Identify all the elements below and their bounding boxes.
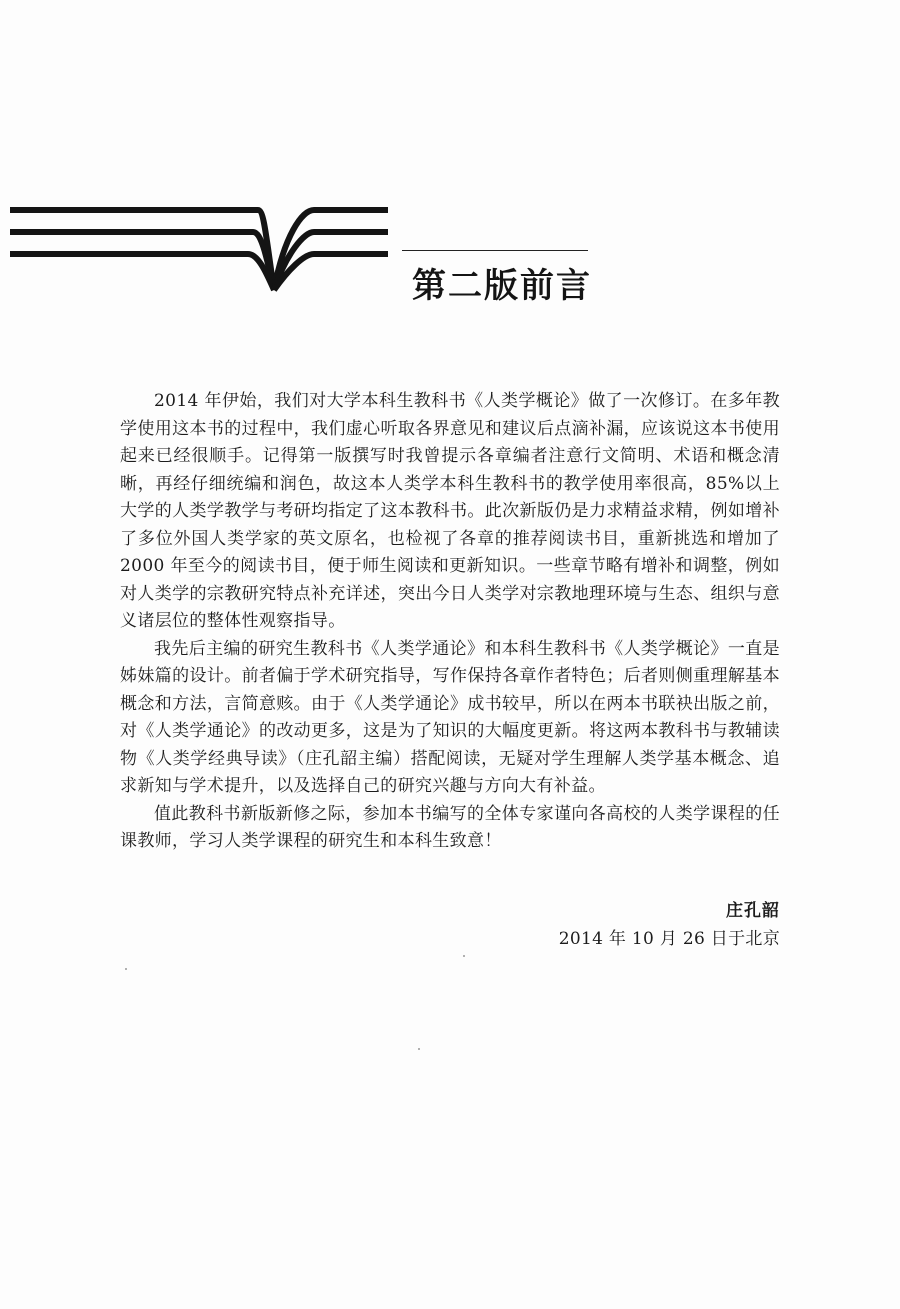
title-rule xyxy=(402,250,588,251)
scan-speck xyxy=(463,955,465,957)
scan-speck xyxy=(125,968,127,970)
preface-body xyxy=(120,388,780,856)
paragraph: 值此教科书新版新修之际，参加本书编写的全体专家谨向各高校的人类学课程的任课教师，学习人类学课程的研究生和本科生致意！ xyxy=(120,803,780,851)
scan-speck xyxy=(418,1048,420,1050)
paragraph: 我先后主编的研究生教科书《人类学通论》和本科生教科书《人类学概论》一直是姊妹篇的设计。前者偏于学术研究指导，写作保持各章作者特色；后者则侧重理解基本概念和方法，言简意赅。由于《人类学通论》成书较早，所以在两本书联袂出版之前，对《人类学通论》的改动更多，这是为了知识的大幅度更新。将这两本教科书与教辅读物《人类学经典导读》（庄孔韶主编）搭配阅读，无疑对学生理解人类学基本概念、追求新知与学术提升，以及选择自己的研究兴趣与方向大有补益。 xyxy=(120,638,780,796)
signature-block xyxy=(559,897,780,953)
page-title: 第二版前言 xyxy=(412,266,592,306)
signature-date: 2014 年 10 月 26 日于北京 xyxy=(558,929,780,949)
paragraph: 2014 年伊始，我们对大学本科生教科书《人类学概论》做了一次修订。在多年教学使用这本书的过程中，我们虚心听取各界意见和建议后点滴补漏，应该说这本书使用起来已经很顺手。记得第一版撰写时我曾提示各章编者注意行文简明、术语和概念清晰，再经仔细统编和润色，故这本人类学本科生教科书的教学使用率很高，85%以上大学的人类学教学与考研均指定了这本教科书。此次新版仍是力求精益求精，例如增补了多位外国人类学家的英文原名，也检视了各章的推荐阅读书目，重新挑选和增加了 2000 年至今的阅读书目，便于师生阅读和更新知识。一些章节略有增补和调整，例如对人类学的宗教研究特点补充详述，突出今日人类学对宗教地理环境与生态、组织与意义诸层位的整体性观察指导。 xyxy=(120,391,780,631)
open-book-lines-icon xyxy=(8,196,392,306)
author-name: 庄孔韶 xyxy=(726,901,780,921)
